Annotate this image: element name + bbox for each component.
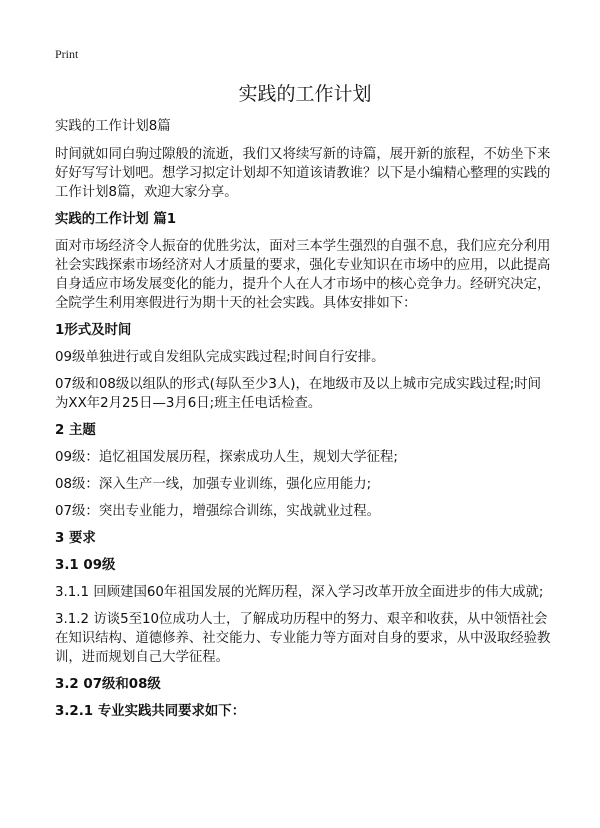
requirement-3-1-2: 3.1.2 访谈5至10位成功人士，了解成功历程中的努力、艰辛和收获，从中领悟社会在知识结构、道德修养、社交能力、专业能力等方面对自身的要求，从中汲取经验教训，进而规划自己大学征程。 (55, 612, 551, 665)
theme-09: 09级：追忆祖国发展历程，探索成功人生，规划大学征程; (55, 450, 398, 465)
heading-theme: 2 主题 (55, 423, 96, 438)
section-paragraph: 面对市场经济令人振奋的优胜劣汰，面对三本学生强烈的自强不息，我们应充分利用社会实践探索市场经济对人才质量的要求，强化专业知识在市场中的应用，以此提高自身适应市场发展变化的能力，提升个人在人才市场中的核心竞争力。经研究决定，全院学生利用寒假进行为期十天的社会实践。具体安排如下： (55, 239, 551, 311)
heading-requirements-3-2-1: 3.2.1 专业实践共同要求如下： (55, 704, 246, 719)
theme-08: 08级：深入生产一线，加强专业训练，强化应用能力; (55, 477, 372, 492)
heading-requirements: 3 要求 (55, 531, 96, 546)
theme-07: 07级：突出专业能力，增强综合训练，实战就业过程。 (55, 504, 381, 519)
subtitle: 实践的工作计划8篇 (55, 119, 171, 134)
document-body (55, 117, 552, 729)
print-link[interactable]: Print (55, 47, 79, 61)
heading-requirements-0708: 3.2 07级和08级 (55, 677, 161, 692)
section-heading: 实践的工作计划 篇1 (55, 212, 177, 227)
requirement-3-1-1: 3.1.1 回顾建国60年祖国发展的光辉历程，深入学习改革开放全面进步的伟大成就; (55, 585, 544, 600)
page-title: 实践的工作计划 (238, 83, 372, 105)
heading-requirements-09: 3.1 09级 (55, 558, 116, 573)
form-paragraph-09: 09级单独进行或自发组队完成实践过程;时间自行安排。 (55, 350, 385, 365)
form-paragraph-0708: 07级和08级以组队的形式(每队至少3人)，在地级市及以上城市完成实践过程;时间为XX年2月25日—3月6日;班主任电话检查。 (55, 377, 542, 411)
heading-form-time: 1形式及时间 (55, 323, 132, 338)
intro-paragraph: 时间就如同白驹过隙般的流逝，我们又将续写新的诗篇，展开新的旅程，不妨坐下来好好写写计划吧。想学习拟定计划却不知道该请教谁？以下是小编精心整理的实践的工作计划8篇，欢迎大家分享。 (55, 147, 551, 200)
